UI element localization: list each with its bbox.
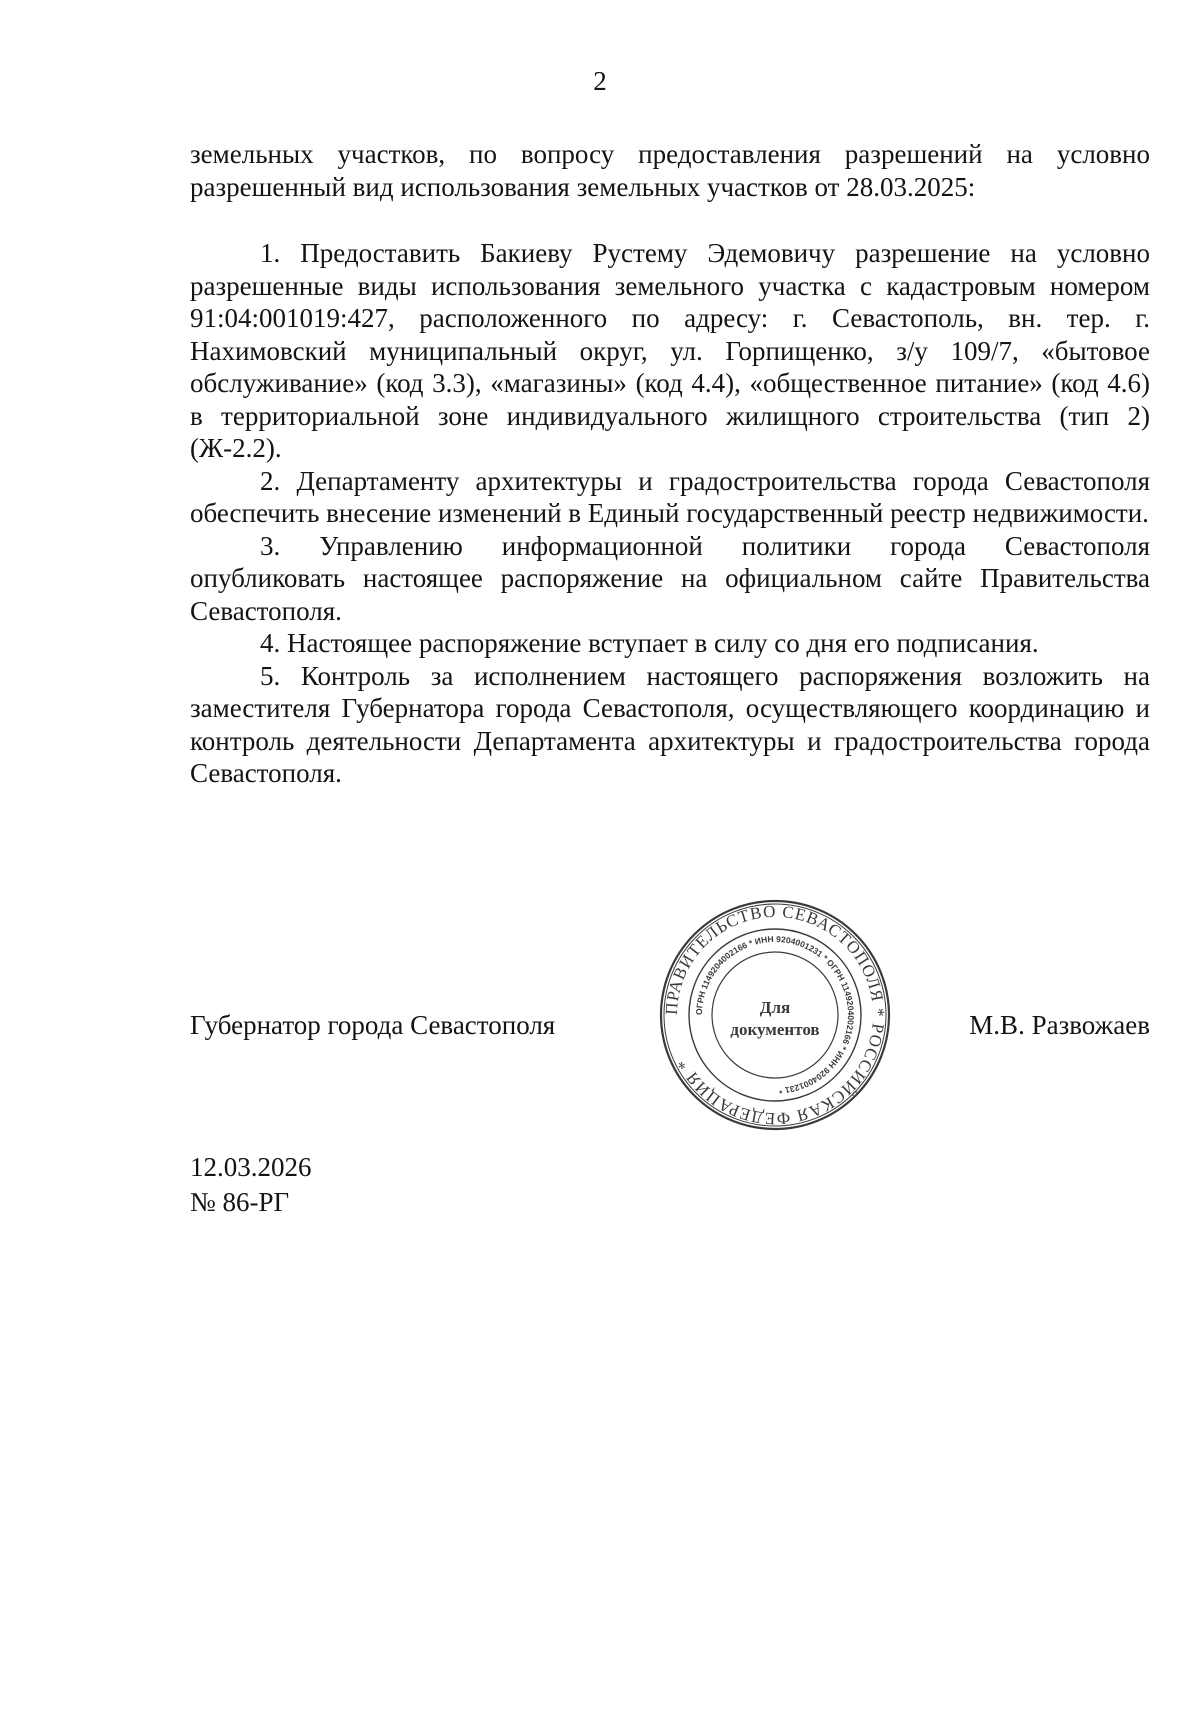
- decision-item-4: 4. Настоящее распоряжение вступает в силу со дня его подписания.: [260, 628, 1039, 658]
- decision-item-2: 2. Департаменту архитектуры и градостроительства города Севастополя обеспечить внесение изменений в Единый государственный реестр недвижимости.: [190, 465, 1150, 528]
- signer-title: Губернатор города Севастополя: [190, 1010, 556, 1040]
- decision-item-5: 5. Контроль за исполнением настоящего распоряжения возложить на заместителя Губернатора города Севастополя, осуществляющего координацию и контроль деятельности Департамента архитектуры и градостроительства города Севастополя.: [190, 660, 1150, 788]
- page-number: 2: [593, 66, 607, 96]
- document-number: № 86-РГ: [190, 1187, 290, 1217]
- intro-paragraph: земельных участков, по вопросу предоставления разрешений на условно разрешенный вид использования земельных участков от 28.03.2025:: [190, 139, 1150, 202]
- decision-item-1: 1. Предоставить Бакиеву Рустему Эдемовичу разрешение на условно разрешенные виды использования земельного участка с кадастровым номером 91:04:001019:427, расположенного по адресу: г. Севастополь, вн. тер. г. Нахимовский муниципальный округ, ул. Горпищенко, з/у 109/7, «бытовое обслуживание» (код 3.3), «магазины» (код 4.4), «общественное питание» (код 4.6) в территориальной зоне индивидуального жилищного строительства (тип 2) (Ж-2.2).: [190, 238, 1150, 463]
- seal-center-line-1: Для: [759, 998, 791, 1017]
- signer-name: М.В. Развожаев: [969, 1010, 1150, 1040]
- official-seal-stamp: [658, 898, 892, 1132]
- seal-outer-text: ПРАВИТЕЛЬСТВО СЕВАСТОПОЛЯ * РОССИЙСКАЯ ФЕДЕРАЦИЯ *: [661, 901, 889, 1129]
- decision-item-3: 3. Управлению информационной политики города Севастополя опубликовать настоящее распоряжение на официальном сайте Правительства Севастополя.: [190, 530, 1150, 626]
- seal-inner-text: ОГРН 1149204002166 * ИНН 9204001231 * ОГРН 1149204002166 * ИНН 9204001231 *: [693, 933, 857, 1096]
- document-date: 12.03.2026: [190, 1152, 312, 1182]
- decision-items: [190, 237, 1150, 790]
- seal-center-line-2: документов: [730, 1020, 820, 1039]
